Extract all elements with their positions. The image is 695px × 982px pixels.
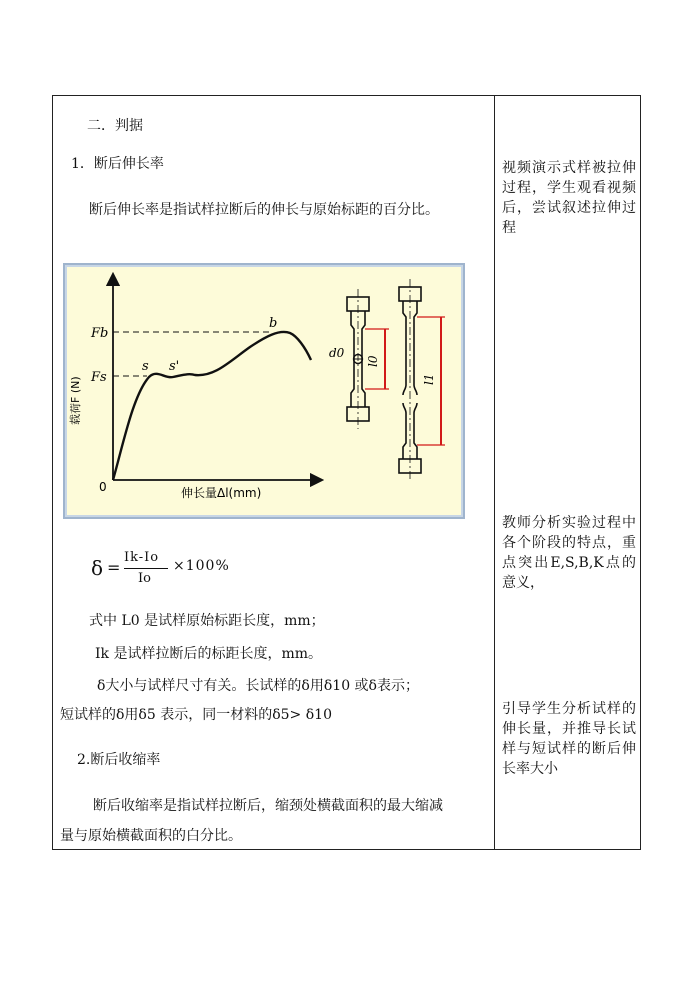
formula-fraction-bar — [124, 568, 168, 569]
load-curve — [113, 332, 311, 480]
content-column — [53, 96, 494, 849]
fb-label: Fb — [91, 326, 109, 341]
where-lk: Ik 是试样拉断后的标距长度，mm。 — [95, 646, 323, 662]
y-axis-label: 载荷F (N) — [69, 376, 82, 425]
fs-label: Fs — [91, 370, 107, 385]
item2-definition-line-2: 量与原始横截面积的白分比。 — [60, 828, 242, 844]
formula-delta: δ — [91, 556, 104, 580]
formula-times: ×100% — [173, 558, 230, 574]
formula-numerator: Ik-Io — [124, 550, 160, 565]
l0-label: l0 — [366, 355, 380, 367]
point-s-label: s — [142, 359, 149, 374]
note-teacher-analysis: 教师分析实验过程中各个阶段的特点，重点突出E,S,B,K点的意义， — [502, 515, 636, 591]
l1-label: l1 — [422, 373, 436, 385]
formula-equals: = — [107, 558, 121, 577]
notes-column — [495, 96, 640, 849]
specimen-original — [329, 289, 389, 429]
where-l0: 式中 L0 是试样原始标距长度，mm； — [89, 613, 325, 629]
item2-title: 2.断后收缩率 — [77, 752, 161, 768]
item2-definition-line-1: 断后收缩率是指试样拉断后，缩颈处横截面积的最大缩减 — [93, 798, 443, 814]
elongation-formula — [91, 548, 311, 588]
size-line-1: δ大小与试样尺寸有关。长试样的δ用δ10 或δ表示； — [97, 678, 419, 694]
item1-title: 1．断后伸长率 — [71, 156, 164, 172]
origin-label: 0 — [99, 480, 107, 494]
section-heading: 二．判据 — [87, 118, 143, 134]
x-axis-label: 伸长量Δl(mm) — [181, 486, 262, 500]
lesson-table — [52, 95, 641, 850]
size-line-2: 短试样的δ用δ5 表示，同一材料的δ5> δ10 — [60, 707, 332, 723]
stress-strain-figure — [63, 263, 465, 519]
tensile-diagram — [65, 265, 463, 517]
formula-denominator: Io — [138, 571, 151, 586]
note-video-demo: 视频演示式样被拉伸过程，学生观看视频后，尝试叙述拉伸过程 — [502, 160, 636, 236]
point-b-label: b — [269, 316, 278, 331]
note-guide-students: 引导学生分析试样的伸长量，并推导长试样与短试样的断后伸长率大小 — [502, 701, 636, 777]
specimen-fractured — [399, 279, 445, 481]
item1-definition: 断后伸长率是指试样拉断后的伸长与原始标距的百分比。 — [89, 202, 439, 218]
d0-label: d0 — [329, 346, 345, 360]
point-s-prime-label: s' — [169, 359, 180, 374]
